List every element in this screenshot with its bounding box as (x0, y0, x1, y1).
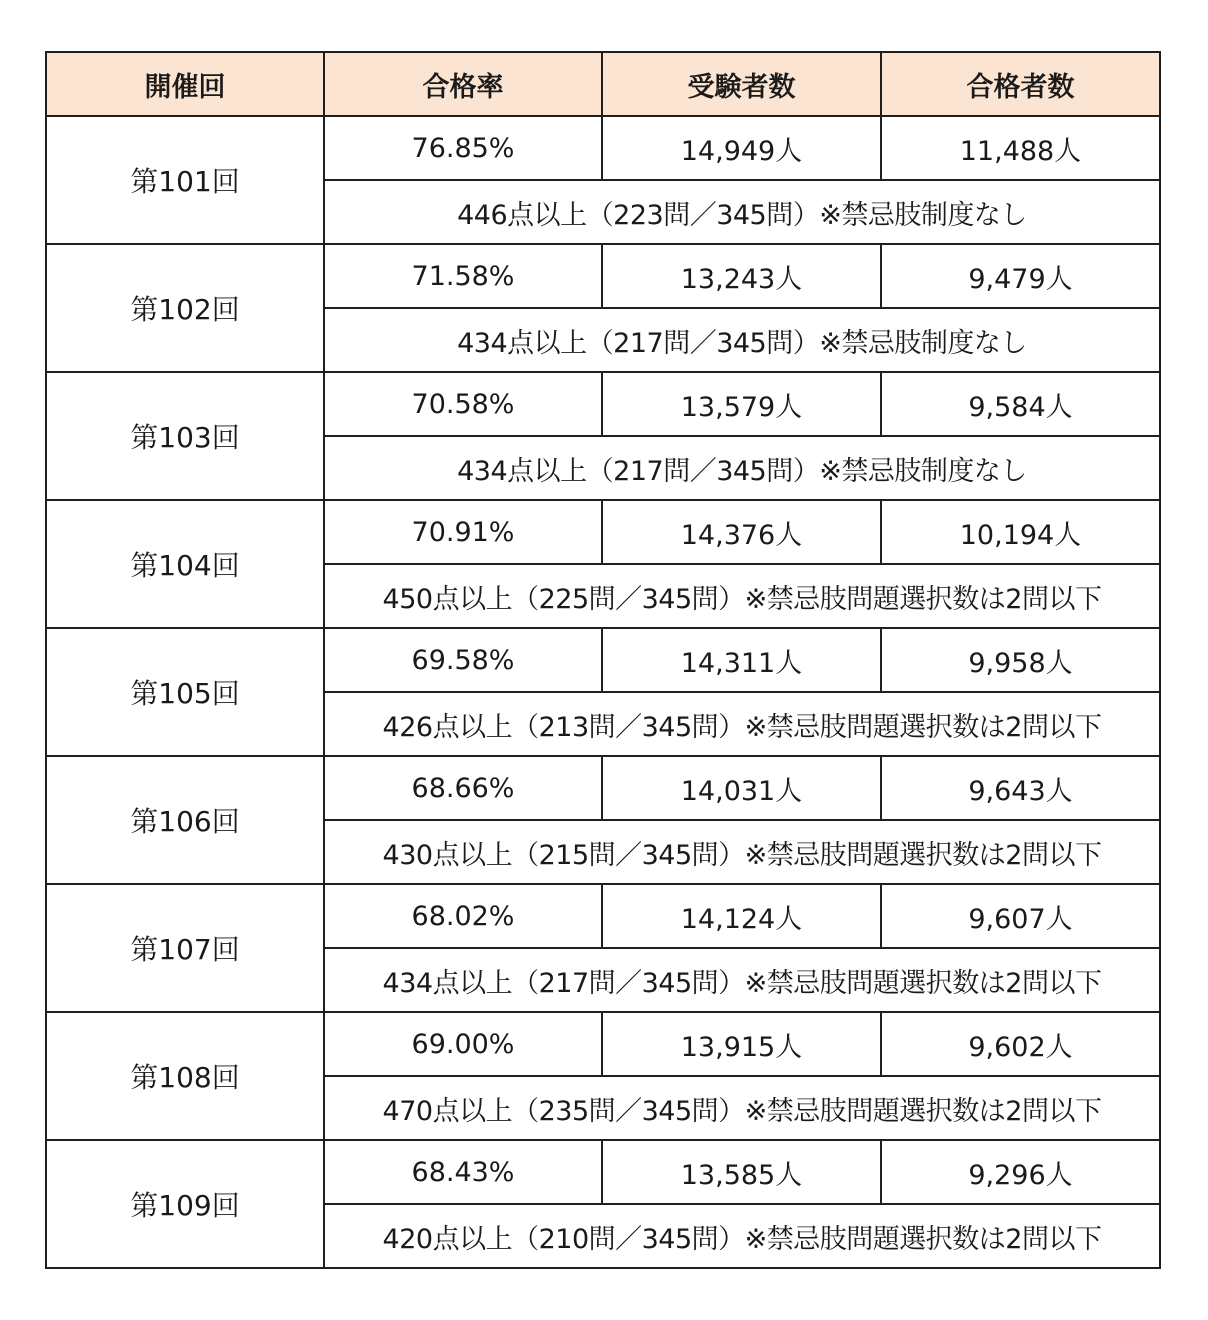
table-row (46, 116, 1160, 180)
criteria-cell: 426点以上（213問／345問）※禁忌肢問題選択数は2問以下 (324, 692, 1160, 756)
table-row (46, 1012, 1160, 1076)
session-cell: 第102回 (46, 244, 324, 372)
pass-rate-cell: 69.00% (324, 1012, 602, 1076)
pass-rate-cell: 69.58% (324, 628, 602, 692)
passers-cell: 10,194人 (881, 500, 1160, 564)
pass-rate-cell: 76.85% (324, 116, 602, 180)
table-row (46, 628, 1160, 692)
criteria-cell: 470点以上（235問／345問）※禁忌肢問題選択数は2問以下 (324, 1076, 1160, 1140)
session-cell: 第109回 (46, 1140, 324, 1268)
pass-rate-cell: 70.91% (324, 500, 602, 564)
pass-rate-cell: 68.66% (324, 756, 602, 820)
table-row (46, 756, 1160, 820)
header-passers: 合格者数 (881, 52, 1160, 116)
pass-rate-cell: 68.43% (324, 1140, 602, 1204)
criteria-cell: 434点以上（217問／345問）※禁忌肢制度なし (324, 308, 1160, 372)
passers-cell: 9,479人 (881, 244, 1160, 308)
header-session: 開催回 (46, 52, 324, 116)
pass-rate-cell: 68.02% (324, 884, 602, 948)
table-row (46, 500, 1160, 564)
examinees-cell: 14,311人 (602, 628, 881, 692)
header-row (46, 52, 1160, 116)
table-body (46, 116, 1160, 1268)
exam-results-table (45, 51, 1161, 1269)
table-row (46, 1140, 1160, 1204)
examinees-cell: 14,949人 (602, 116, 881, 180)
passers-cell: 9,607人 (881, 884, 1160, 948)
passers-cell: 9,643人 (881, 756, 1160, 820)
criteria-cell: 420点以上（210問／345問）※禁忌肢問題選択数は2問以下 (324, 1204, 1160, 1268)
examinees-cell: 14,376人 (602, 500, 881, 564)
examinees-cell: 13,243人 (602, 244, 881, 308)
header-examinees: 受験者数 (602, 52, 881, 116)
session-cell: 第105回 (46, 628, 324, 756)
session-cell: 第108回 (46, 1012, 324, 1140)
table-header (46, 52, 1160, 116)
examinees-cell: 14,124人 (602, 884, 881, 948)
passers-cell: 11,488人 (881, 116, 1160, 180)
table-row (46, 884, 1160, 948)
session-cell: 第104回 (46, 500, 324, 628)
pass-rate-cell: 71.58% (324, 244, 602, 308)
session-cell: 第101回 (46, 116, 324, 244)
passers-cell: 9,602人 (881, 1012, 1160, 1076)
criteria-cell: 446点以上（223問／345問）※禁忌肢制度なし (324, 180, 1160, 244)
passers-cell: 9,296人 (881, 1140, 1160, 1204)
table-row (46, 372, 1160, 436)
criteria-cell: 450点以上（225問／345問）※禁忌肢問題選択数は2問以下 (324, 564, 1160, 628)
table-row (46, 244, 1160, 308)
examinees-cell: 13,585人 (602, 1140, 881, 1204)
session-cell: 第107回 (46, 884, 324, 1012)
session-cell: 第106回 (46, 756, 324, 884)
criteria-cell: 434点以上（217問／345問）※禁忌肢制度なし (324, 436, 1160, 500)
session-cell: 第103回 (46, 372, 324, 500)
pass-rate-cell: 70.58% (324, 372, 602, 436)
examinees-cell: 13,579人 (602, 372, 881, 436)
examinees-cell: 14,031人 (602, 756, 881, 820)
examinees-cell: 13,915人 (602, 1012, 881, 1076)
header-pass-rate: 合格率 (324, 52, 602, 116)
criteria-cell: 434点以上（217問／345問）※禁忌肢問題選択数は2問以下 (324, 948, 1160, 1012)
criteria-cell: 430点以上（215問／345問）※禁忌肢問題選択数は2問以下 (324, 820, 1160, 884)
passers-cell: 9,958人 (881, 628, 1160, 692)
passers-cell: 9,584人 (881, 372, 1160, 436)
